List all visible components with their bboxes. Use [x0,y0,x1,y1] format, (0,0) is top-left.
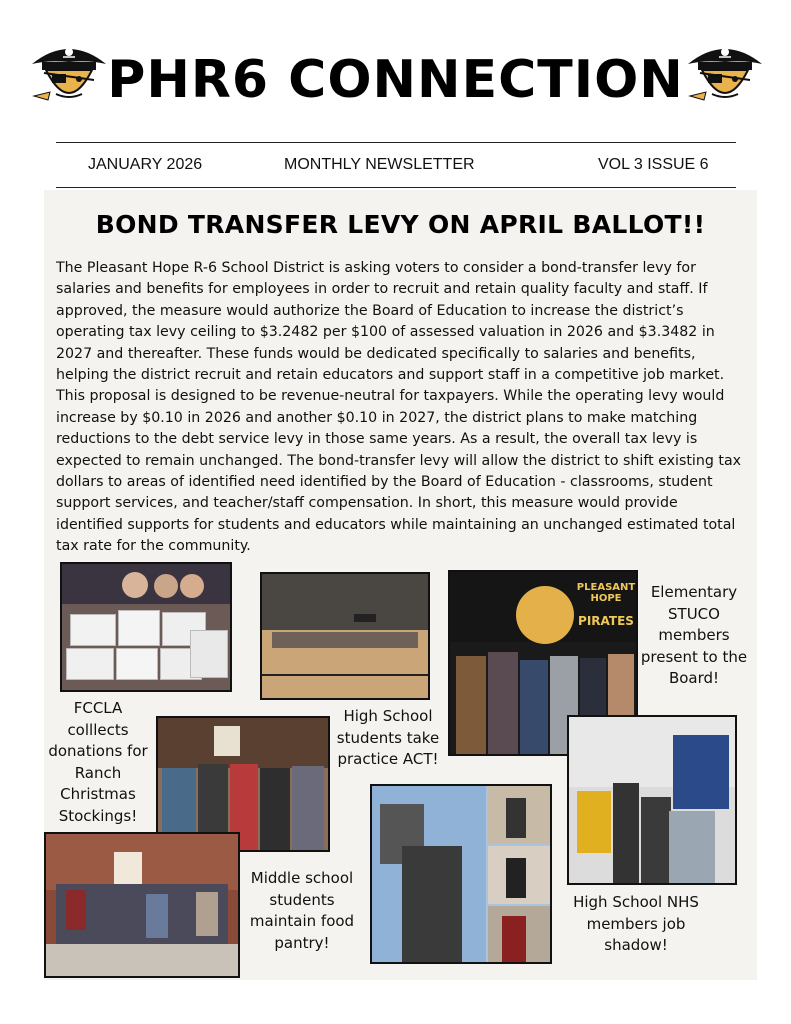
header-rule-bottom [56,187,736,188]
stuco-banner-line2: PIRATES [578,614,634,628]
header-rule-top [56,142,736,143]
issue-number: VOL 3 ISSUE 6 [598,156,709,173]
caption-nhs-job-shadow: High School NHS members job shadow! [573,893,699,954]
article-headline: BOND TRANSFER LEVY ON APRIL BALLOT!! [95,210,706,239]
stuco-banner-line1: PLEASANT HOPE [576,582,636,604]
caption-fccla: FCCLA colllects donations for Ranch Christmas Stockings! [48,699,148,825]
photo-job-shadow-classroom [567,715,737,885]
photo-nhs-collage [370,784,552,964]
photo-fccla-donations [60,562,232,692]
photo-practice-act-gym [260,572,430,700]
newsletter-type: MONTHLY NEWSLETTER [284,156,475,173]
caption-food-pantry: Middle school students maintain food pantry! [249,869,355,952]
article-body: The Pleasant Hope R-6 School District is asking voters to consider a bond-transfer levy for salaries and benefits for employees in order to recruit and retain quality faculty and staff. If approved, the measure would authorize the Board of Education to increase the district’s operating tax levy ceiling to $3.2482 per $100 of assessed valuation in 2026 and $3.3482 in 2027 and thereafter. These funds would be dedicated specifically to salaries and benefits, helping the district recruit and retain educators and support staff in a competitive job market. This proposal is designed to be revenue-neutral for taxpayers. While the operating levy would increase by $0.10 in 2026 and another $0.10 in 2027, the district plans to make matching reductions to the debt service levy in those same years. As a result, the overall tax levy is expected to remain unchanged. The bond-transfer levy will allow the district to shift existing tax dollars to areas of identified need identified by the Board of Education - classrooms, student support services, and teacher/staff compensation. In short, this measure would provide identified supports for students and educators while maintaining an unchanged estimated total tax rate for the community. [56,260,742,555]
newsletter-title: PHR6 CONNECTION [107,50,684,110]
caption-practice-act: High School students take practice ACT! [336,707,440,768]
photo-food-pantry-group [44,832,240,978]
issue-date: JANUARY 2026 [88,156,203,173]
caption-stuco: Elementary STUCO members present to the Board! [640,583,748,687]
